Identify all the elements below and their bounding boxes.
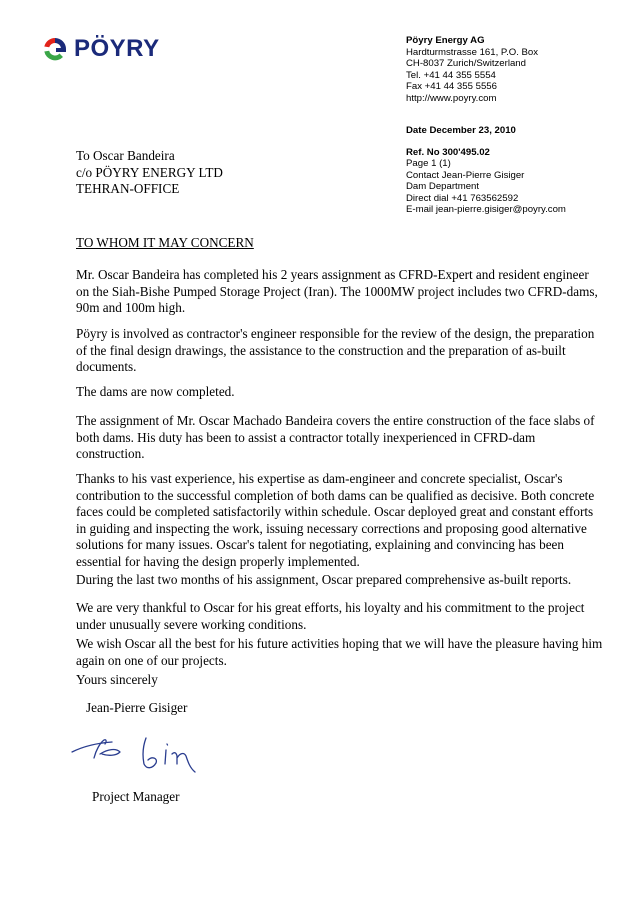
recipient-line: To Oscar Bandeira [76,148,175,163]
company-fax: Fax +41 44 355 5556 [406,81,497,93]
letter-date: Date December 23, 2010 [406,125,516,136]
logo-wordmark: PÖYRY [74,35,160,62]
text-line: construction. [76,446,145,462]
signer-name-text: Jean-Pierre Gisiger [86,700,188,715]
direct-dial: Direct dial +41 763562592 [406,192,519,204]
text-line: contribution to the successful completion of both dams can be qualified as decisive. Both concrete [76,487,595,503]
company-website: http://www.poyry.com [406,92,497,104]
text-line: again on one of our projects. [76,652,227,668]
page-count: Page 1 (1) [406,158,451,170]
text-line: 90m and 100m high. [76,300,186,316]
letter-subject: TO WHOM IT MAY CONCERN [76,235,254,250]
recipient-line: c/o PÖYRY ENERGY LTD [76,164,223,180]
text-line: in guiding and inspecting the work, issuing necessary corrections and proposing good alternative [76,520,587,536]
paragraph-2 [76,326,596,376]
text-line: The assignment of Mr. Oscar Machado Bandeira covers the entire construction of the face slabs of [76,413,595,428]
reference-number: Ref. No 300'495.02 [406,147,490,158]
text-line: of the final design drawings, the assistance to the construction and the preparation of as-built [76,342,566,358]
paragraph-5 [76,471,596,571]
text-line: We are very thankful to Oscar for his great efforts, his loyalty and his commitment to the project [76,600,585,615]
poyry-logo-icon [42,36,68,62]
signer-name [86,700,606,717]
signer-title-text: Project Manager [92,789,180,804]
contact-email: E-mail jean-pierre.gisiger@poyry.com [406,204,566,216]
text-line: The dams are now completed. [76,384,235,399]
text-line: We wish Oscar all the best for his future activities hoping that we will have the pleasure having him [76,636,603,651]
paragraph-6 [76,572,596,589]
paragraph-7 [76,600,596,633]
handwritten-signature [70,730,220,778]
text-line: Thanks to his vast experience, his expertise as dam-engineer and concrete specialist, Oscar's [76,471,563,486]
reference-block [406,147,566,215]
text-line: documents. [76,359,137,375]
recipient-line: TEHRAN-OFFICE [76,181,180,197]
company-address-line: Hardturmstrasse 161, P.O. Box [406,46,539,58]
company-name: Pöyry Energy AG [406,35,485,46]
paragraph-4 [76,413,596,463]
text-line: faces could be completed satisfactorily within schedule. Oscar deployed great and constant efforts [76,504,594,520]
closing [76,672,596,689]
paragraph-1 [76,267,596,317]
recipient-address [76,148,223,198]
paragraph-3 [76,384,596,401]
contact-person: Contact Jean-Pierre Gisiger [406,169,525,181]
signer-title [92,789,612,806]
closing-text: Yours sincerely [76,672,158,687]
text-line: Pöyry is involved as contractor's engineer responsible for the review of the design, the preparation [76,326,595,341]
text-line: under unusually severe working conditions. [76,616,307,632]
text-line: both dams. His duty has been to assist a contractor totally inexperienced in CFRD-dam [76,429,536,445]
company-info [406,35,538,105]
text-line: solutions for many issues. Oscar's talent for negotiating, explaining and convincing has been [76,537,565,553]
text-line: on the Siah-Bishe Pumped Storage Project (Iran). The 1000MW project includes two CFRD-dams, [76,283,598,299]
text-line: Mr. Oscar Bandeira has completed his 2 years assignment as CFRD-Expert and resident engineer [76,267,589,282]
text-line: During the last two months of his assignment, Oscar prepared comprehensive as-built reports. [76,572,572,587]
paragraph-8 [76,636,603,669]
text-line: essential for having the design properly implemented. [76,553,360,569]
company-address-line: CH-8037 Zurich/Switzerland [406,58,526,70]
department: Dam Department [406,181,480,193]
poyry-logo [42,36,160,62]
company-phone: Tel. +41 44 355 5554 [406,69,496,81]
